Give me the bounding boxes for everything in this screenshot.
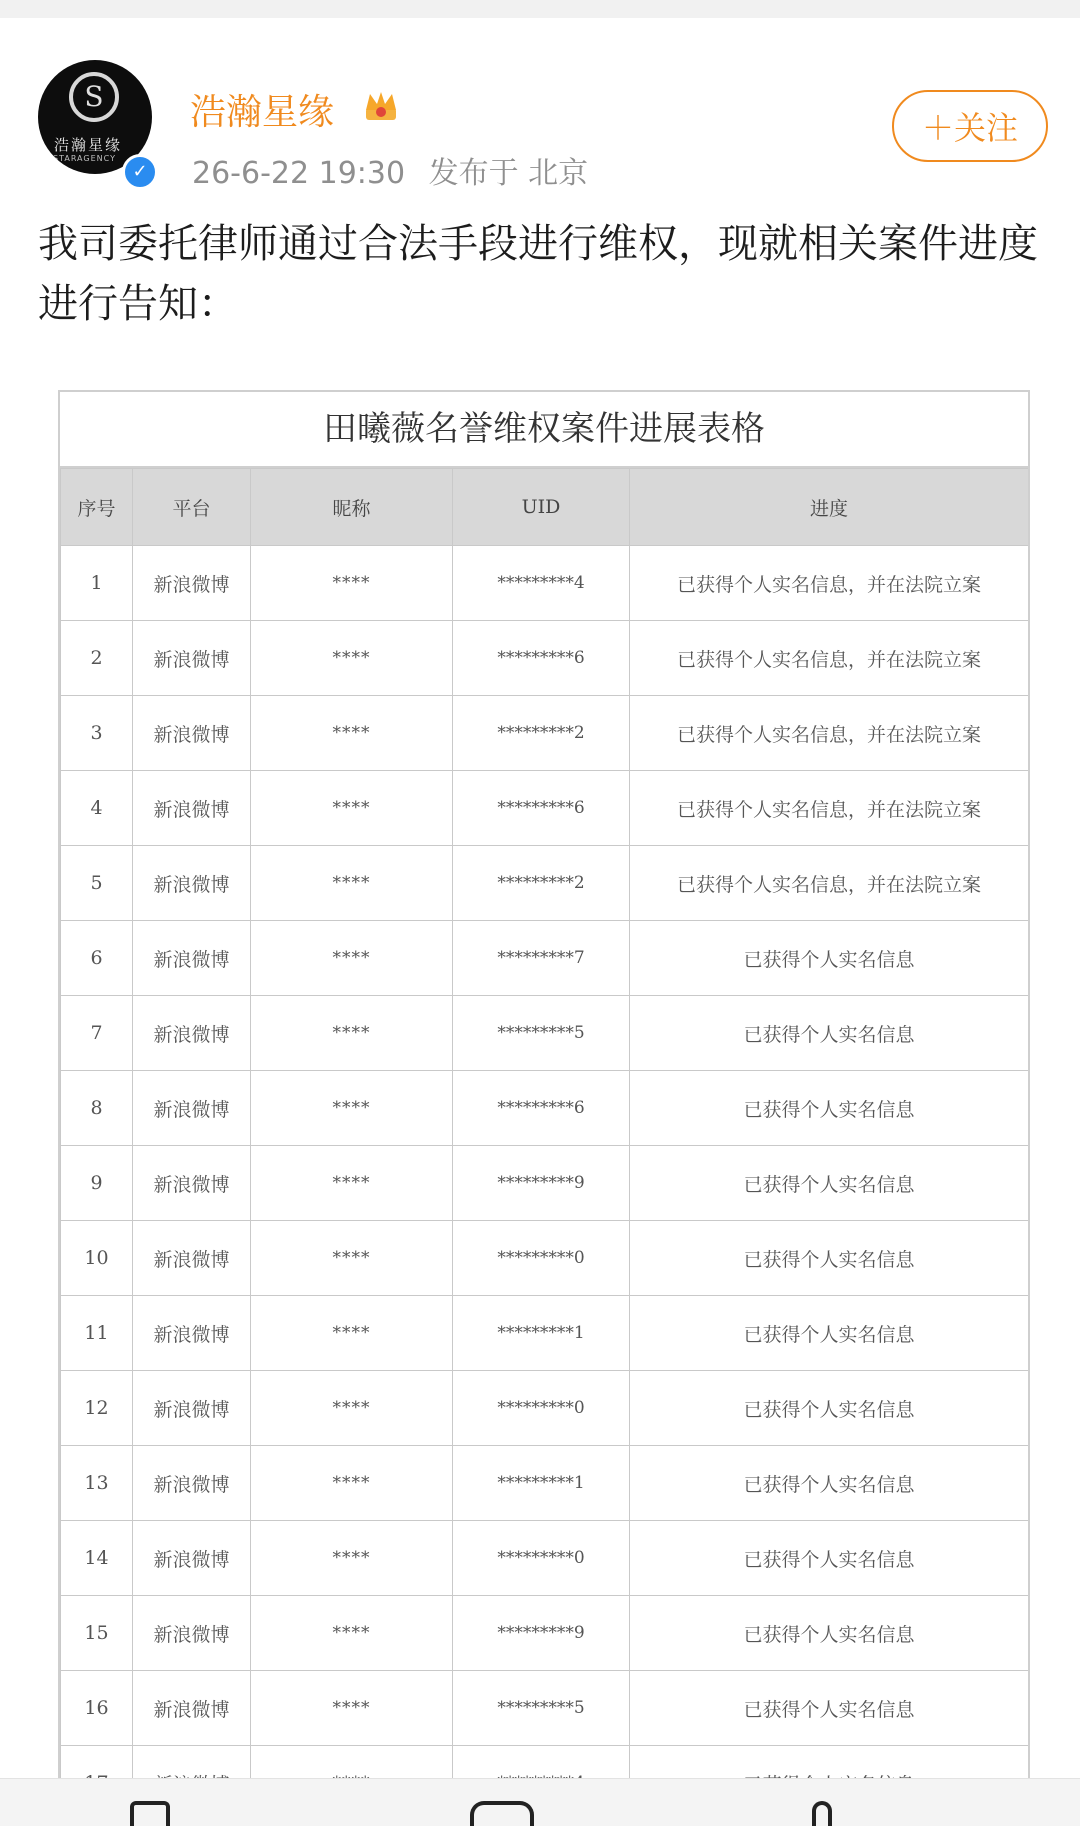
table-row bbox=[61, 1446, 1029, 1521]
table-row bbox=[61, 1371, 1029, 1446]
cell-index: 3 bbox=[61, 696, 133, 771]
cell-index: 5 bbox=[61, 846, 133, 921]
cell-index: 16 bbox=[61, 1671, 133, 1746]
cell-uid: *********1 bbox=[453, 1446, 630, 1521]
cell-platform: 新浪微博 bbox=[133, 771, 251, 846]
cell-index: 13 bbox=[61, 1446, 133, 1521]
cell-nickname: **** bbox=[251, 1371, 453, 1446]
cell-index: 6 bbox=[61, 921, 133, 996]
cell-progress: 已获得个人实名信息，并在法院立案 bbox=[630, 546, 1029, 621]
forward-icon[interactable] bbox=[130, 1801, 170, 1826]
location: 发布于 北京 bbox=[428, 156, 589, 191]
post-meta bbox=[192, 148, 602, 192]
cell-index: 4 bbox=[61, 771, 133, 846]
cell-index: 10 bbox=[61, 1221, 133, 1296]
cell-uid: *********4 bbox=[453, 546, 630, 621]
cell-platform: 新浪微博 bbox=[133, 1221, 251, 1296]
cell-platform: 新浪微博 bbox=[133, 1371, 251, 1446]
cell-platform: 新浪微博 bbox=[133, 696, 251, 771]
cell-progress: 已获得个人实名信息 bbox=[630, 1596, 1029, 1671]
verified-badge-icon: ✓ bbox=[122, 154, 158, 190]
cell-nickname: **** bbox=[251, 1146, 453, 1221]
cell-nickname: **** bbox=[251, 921, 453, 996]
cell-uid: *********7 bbox=[453, 921, 630, 996]
cell-nickname: **** bbox=[251, 1446, 453, 1521]
table-row bbox=[61, 1221, 1029, 1296]
cell-progress: 已获得个人实名信息 bbox=[630, 1521, 1029, 1596]
timestamp: 26-6-22 19:30 bbox=[192, 156, 406, 191]
cell-nickname: **** bbox=[251, 1671, 453, 1746]
cell-index: 15 bbox=[61, 1596, 133, 1671]
cell-uid: *********5 bbox=[453, 1671, 630, 1746]
table-row bbox=[61, 1071, 1029, 1146]
cell-platform: 新浪微博 bbox=[133, 846, 251, 921]
table-row bbox=[61, 621, 1029, 696]
cell-platform: 新浪微博 bbox=[133, 921, 251, 996]
status-band bbox=[0, 0, 1080, 18]
cell-nickname: **** bbox=[251, 621, 453, 696]
follow-button[interactable]: ＋关注 bbox=[892, 90, 1048, 162]
cell-nickname: **** bbox=[251, 1071, 453, 1146]
document-title: 田曦薇名誉维权案件进展表格 bbox=[60, 392, 1028, 468]
cell-uid: *********0 bbox=[453, 1371, 630, 1446]
cell-index: 1 bbox=[61, 546, 133, 621]
table-row bbox=[61, 996, 1029, 1071]
cell-uid: *********0 bbox=[453, 1221, 630, 1296]
table-row bbox=[61, 1671, 1029, 1746]
cell-progress: 已获得个人实名信息，并在法院立案 bbox=[630, 696, 1029, 771]
cell-progress: 已获得个人实名信息 bbox=[630, 1671, 1029, 1746]
header-index: 序号 bbox=[61, 469, 133, 546]
table-row bbox=[61, 1596, 1029, 1671]
header-progress: 进度 bbox=[630, 469, 1029, 546]
cell-progress: 已获得个人实名信息 bbox=[630, 996, 1029, 1071]
cell-progress: 已获得个人实名信息 bbox=[630, 1221, 1029, 1296]
cell-index: 9 bbox=[61, 1146, 133, 1221]
cell-nickname: **** bbox=[251, 846, 453, 921]
cell-platform: 新浪微博 bbox=[133, 621, 251, 696]
cell-uid: *********6 bbox=[453, 1071, 630, 1146]
username[interactable]: 浩瀚星缘 bbox=[190, 92, 335, 133]
avatar-logo-icon bbox=[69, 72, 119, 122]
cell-index: 7 bbox=[61, 996, 133, 1071]
table-row bbox=[61, 771, 1029, 846]
cell-platform: 新浪微博 bbox=[133, 1296, 251, 1371]
cell-platform: 新浪微博 bbox=[133, 1671, 251, 1746]
cell-platform: 新浪微博 bbox=[133, 1146, 251, 1221]
table-row bbox=[61, 546, 1029, 621]
cell-uid: *********6 bbox=[453, 771, 630, 846]
post-body: 我司委托律师通过合法手段进行维权，现就相关案件进度进行告知： bbox=[38, 221, 1038, 327]
cell-platform: 新浪微博 bbox=[133, 546, 251, 621]
cell-index: 2 bbox=[61, 621, 133, 696]
crown-badge-icon bbox=[362, 88, 400, 124]
cell-progress: 已获得个人实名信息，并在法院立案 bbox=[630, 846, 1029, 921]
cell-nickname: **** bbox=[251, 771, 453, 846]
cell-platform: 新浪微博 bbox=[133, 1446, 251, 1521]
cell-progress: 已获得个人实名信息，并在法院立案 bbox=[630, 771, 1029, 846]
cell-platform: 新浪微博 bbox=[133, 1071, 251, 1146]
cell-uid: *********0 bbox=[453, 1521, 630, 1596]
header-uid: UID bbox=[453, 469, 630, 546]
cell-platform: 新浪微博 bbox=[133, 996, 251, 1071]
cell-progress: 已获得个人实名信息 bbox=[630, 1446, 1029, 1521]
table-row bbox=[61, 696, 1029, 771]
cell-uid: *********2 bbox=[453, 696, 630, 771]
weibo-post bbox=[0, 18, 1080, 1778]
cell-nickname: **** bbox=[251, 1596, 453, 1671]
table-row bbox=[61, 846, 1029, 921]
cell-progress: 已获得个人实名信息，并在法院立案 bbox=[630, 621, 1029, 696]
case-progress-table bbox=[60, 468, 1029, 1796]
table-row bbox=[61, 1296, 1029, 1371]
cell-index: 12 bbox=[61, 1371, 133, 1446]
cell-nickname: **** bbox=[251, 546, 453, 621]
header-nickname: 昵称 bbox=[251, 469, 453, 546]
cell-nickname: **** bbox=[251, 1521, 453, 1596]
table-row bbox=[61, 1521, 1029, 1596]
cell-uid: *********2 bbox=[453, 846, 630, 921]
avatar-text-en: STARAGENCY bbox=[53, 154, 116, 163]
table-row bbox=[61, 921, 1029, 996]
cell-nickname: **** bbox=[251, 696, 453, 771]
cell-progress: 已获得个人实名信息 bbox=[630, 1371, 1029, 1446]
cell-platform: 新浪微博 bbox=[133, 1596, 251, 1671]
cell-uid: *********1 bbox=[453, 1296, 630, 1371]
cell-uid: *********9 bbox=[453, 1596, 630, 1671]
like-icon[interactable] bbox=[812, 1801, 832, 1826]
cell-index: 14 bbox=[61, 1521, 133, 1596]
table-header-row bbox=[61, 469, 1029, 546]
header-platform: 平台 bbox=[133, 469, 251, 546]
comment-icon[interactable] bbox=[470, 1801, 534, 1826]
cell-uid: *********6 bbox=[453, 621, 630, 696]
cell-progress: 已获得个人实名信息 bbox=[630, 921, 1029, 996]
cell-progress: 已获得个人实名信息 bbox=[630, 1296, 1029, 1371]
bottom-toolbar bbox=[0, 1778, 1080, 1826]
cell-index: 8 bbox=[61, 1071, 133, 1146]
cell-progress: 已获得个人实名信息 bbox=[630, 1071, 1029, 1146]
cell-uid: *********9 bbox=[453, 1146, 630, 1221]
avatar-text-cn: 浩瀚星缘 bbox=[54, 136, 123, 154]
cell-nickname: **** bbox=[251, 1296, 453, 1371]
embedded-document-image[interactable] bbox=[58, 390, 1030, 1796]
cell-nickname: **** bbox=[251, 1221, 453, 1296]
cell-progress: 已获得个人实名信息 bbox=[630, 1146, 1029, 1221]
table-row bbox=[61, 1146, 1029, 1221]
cell-uid: *********5 bbox=[453, 996, 630, 1071]
cell-nickname: **** bbox=[251, 996, 453, 1071]
cell-platform: 新浪微博 bbox=[133, 1521, 251, 1596]
cell-index: 11 bbox=[61, 1296, 133, 1371]
